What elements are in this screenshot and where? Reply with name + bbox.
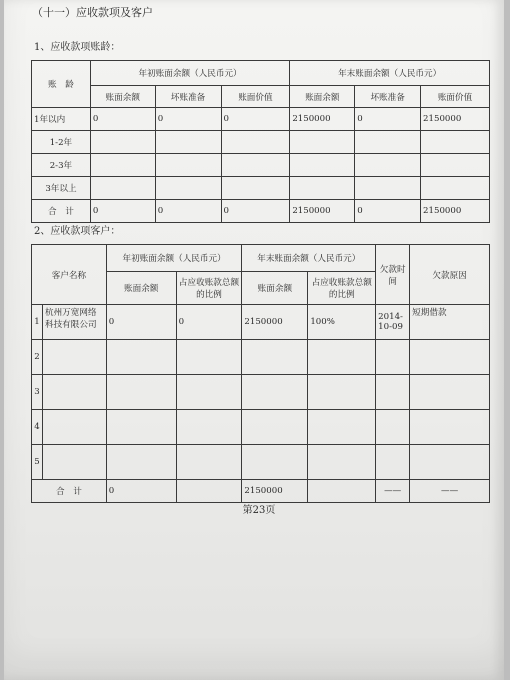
customers-header-name: 客户名称 [32, 245, 107, 305]
customers-total-date: —— [376, 480, 410, 503]
aging-cell: 2150000 [421, 108, 490, 131]
customer-name [42, 410, 106, 445]
aging-row-label: 2-3年 [32, 154, 91, 177]
customer-row-number: 2 [32, 340, 43, 375]
customers-subheader: 账面余额 [242, 272, 308, 305]
aging-subheader: 坏账准备 [155, 86, 221, 108]
aging-cell [90, 131, 155, 154]
customer-row [32, 445, 490, 480]
customer-cell [242, 410, 308, 445]
document-page [4, 0, 504, 680]
aging-cell [421, 154, 490, 177]
customer-reason: 短期借款 [410, 305, 490, 340]
aging-cell: 0 [221, 108, 290, 131]
aging-total-row [32, 200, 490, 223]
aging-cell: 0 [90, 108, 155, 131]
customers-total-cell: 0 [106, 480, 176, 503]
aging-cell [155, 131, 221, 154]
customer-cell [308, 375, 376, 410]
customers-total-reason: —— [410, 480, 490, 503]
customer-cell [308, 445, 376, 480]
customer-cell [106, 340, 176, 375]
aging-subheader: 坏账准备 [355, 86, 421, 108]
customer-cell [176, 410, 242, 445]
customer-row [32, 410, 490, 445]
aging-cell: 0 [155, 108, 221, 131]
customer-row-number: 3 [32, 375, 43, 410]
customer-reason [410, 410, 490, 445]
aging-cell [90, 177, 155, 200]
aging-cell [290, 154, 355, 177]
section-title: （十一）应收款项及客户 [32, 6, 153, 19]
customer-cell: 2150000 [242, 305, 308, 340]
aging-subtitle: 1、应收款项账龄： [34, 42, 121, 53]
aging-cell [355, 154, 421, 177]
customer-cell [176, 445, 242, 480]
customer-row-number: 1 [32, 305, 43, 340]
customers-table [31, 244, 490, 503]
customer-row [32, 375, 490, 410]
aging-row [32, 177, 490, 200]
aging-cell [355, 131, 421, 154]
page-number: 第23页 [242, 505, 276, 516]
customer-name [42, 375, 106, 410]
aging-cell: 2150000 [290, 108, 355, 131]
customers-header-begin: 年初账面余额（人民币元） [106, 245, 242, 272]
customer-date [376, 375, 410, 410]
customers-subheader: 占应收账款总额的比例 [176, 272, 242, 305]
customer-cell [242, 445, 308, 480]
customer-cell: 100% [308, 305, 376, 340]
customer-row-number: 5 [32, 445, 43, 480]
aging-cell [355, 177, 421, 200]
customers-total-row [32, 480, 490, 503]
customers-header-reason: 欠款原因 [410, 245, 490, 305]
aging-subheader: 账面价值 [421, 86, 490, 108]
aging-cell: 0 [355, 200, 421, 223]
customer-date [376, 340, 410, 375]
aging-cell [221, 177, 290, 200]
aging-subheader: 账面价值 [221, 86, 290, 108]
customer-cell [106, 445, 176, 480]
aging-subheader: 账面余额 [90, 86, 155, 108]
customer-cell [242, 340, 308, 375]
aging-cell [155, 177, 221, 200]
customer-row [32, 340, 490, 375]
customer-cell [308, 340, 376, 375]
customers-total-cell [176, 480, 242, 503]
customer-name: 杭州万宽网络科技有限公司 [42, 305, 106, 340]
customer-cell [176, 375, 242, 410]
customer-date [376, 445, 410, 480]
aging-cell: 0 [90, 200, 155, 223]
customer-reason [410, 340, 490, 375]
aging-cell [421, 177, 490, 200]
customer-reason [410, 445, 490, 480]
customer-cell: 0 [106, 305, 176, 340]
aging-cell [221, 154, 290, 177]
aging-row-label: 1年以内 [32, 108, 91, 131]
customer-cell [242, 375, 308, 410]
customers-total-cell [308, 480, 376, 503]
customer-cell [106, 410, 176, 445]
aging-header-age: 账 龄 [32, 61, 91, 108]
aging-cell [221, 131, 290, 154]
aging-header-end: 年末账面余额（人民币元） [290, 61, 490, 86]
aging-cell [290, 131, 355, 154]
customer-row [32, 305, 490, 340]
aging-cell: 0 [221, 200, 290, 223]
aging-cell: 0 [155, 200, 221, 223]
customer-row-number: 4 [32, 410, 43, 445]
customer-reason [410, 375, 490, 410]
customers-header-end: 年末账面余额（人民币元） [242, 245, 376, 272]
aging-cell [290, 177, 355, 200]
customer-date [376, 410, 410, 445]
aging-cell [90, 154, 155, 177]
customers-subheader: 占应收账款总额的比例 [308, 272, 376, 305]
customer-cell: 0 [176, 305, 242, 340]
aging-row [32, 131, 490, 154]
customer-name [42, 340, 106, 375]
customers-subtitle: 2、应收款项客户： [34, 226, 121, 237]
aging-row [32, 154, 490, 177]
aging-cell [421, 131, 490, 154]
aging-subheader: 账面余额 [290, 86, 355, 108]
aging-row-label: 3年以上 [32, 177, 91, 200]
aging-cell: 0 [355, 108, 421, 131]
customer-name [42, 445, 106, 480]
customer-cell [176, 340, 242, 375]
customer-date: 2014-10-09 [376, 305, 410, 340]
customers-header-date: 欠款时间 [376, 245, 410, 305]
aging-cell: 2150000 [290, 200, 355, 223]
aging-row [32, 108, 490, 131]
customers-total-cell: 2150000 [242, 480, 308, 503]
aging-table [31, 60, 490, 223]
aging-total-label: 合 计 [32, 200, 91, 223]
aging-cell [155, 154, 221, 177]
aging-header-begin: 年初账面余额（人民币元） [90, 61, 289, 86]
aging-row-label: 1-2年 [32, 131, 91, 154]
customer-cell [106, 375, 176, 410]
aging-cell: 2150000 [421, 200, 490, 223]
customers-subheader: 账面余额 [106, 272, 176, 305]
customer-cell [308, 410, 376, 445]
customers-total-label: 合 计 [32, 480, 107, 503]
